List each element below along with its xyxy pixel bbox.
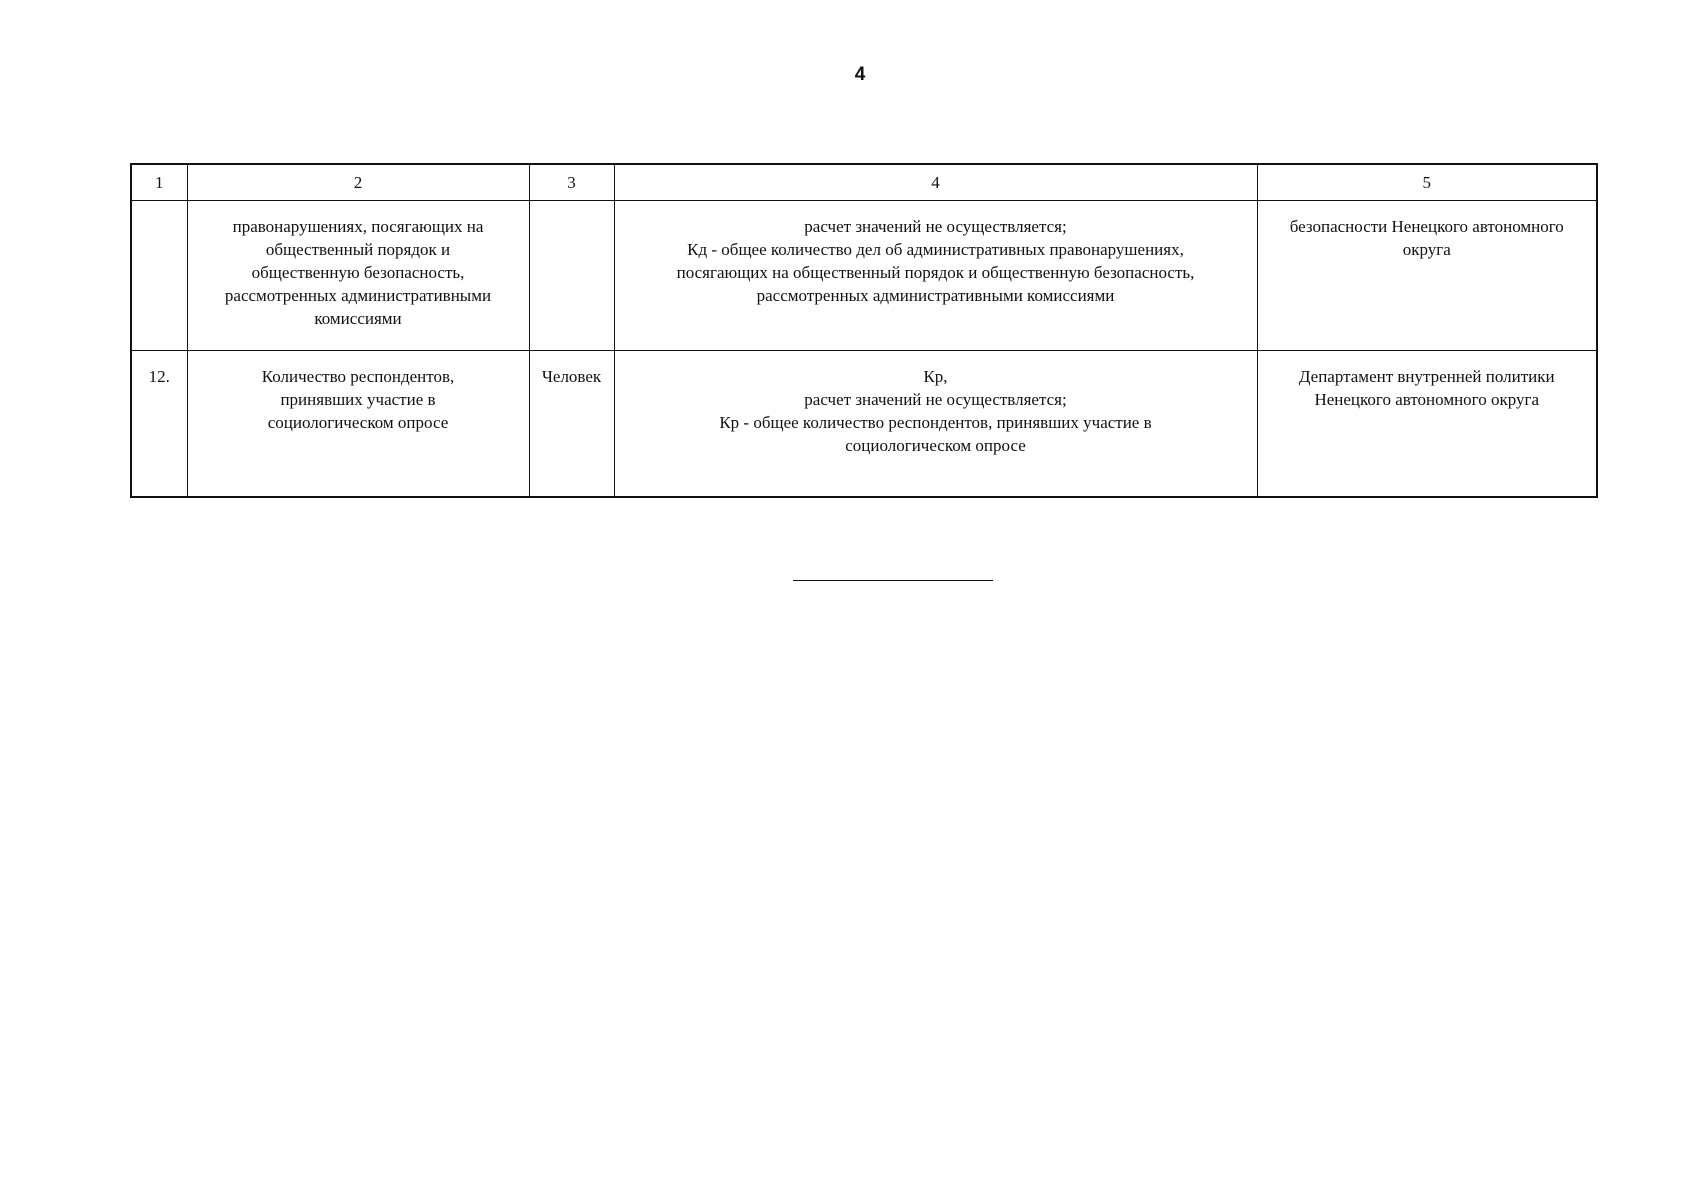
header-cell-4: 4	[614, 164, 1257, 201]
header-cell-5: 5	[1257, 164, 1597, 201]
row-number-cell	[131, 201, 187, 351]
responsible-body-cell: Департамент внутренней политики Ненецкого автономного округа	[1257, 351, 1597, 498]
unit-cell: Человек	[529, 351, 614, 498]
page-number: 4	[854, 64, 866, 85]
table-header-row	[131, 164, 1597, 201]
table-row	[131, 201, 1597, 351]
header-cell-2: 2	[187, 164, 529, 201]
row-number-cell: 12.	[131, 351, 187, 498]
indicator-name-cell: правонарушениях, посягающих на общественный порядок и общественную безопасность, рассмотренных административными комиссиями	[187, 201, 529, 351]
header-cell-1: 1	[131, 164, 187, 201]
unit-cell	[529, 201, 614, 351]
responsible-body-cell: безопасности Ненецкого автономного округа	[1257, 201, 1597, 351]
table-row	[131, 351, 1597, 498]
indicator-name-cell: Количество респондентов, принявших участие в социологическом опросе	[187, 351, 529, 498]
indicators-table	[130, 163, 1598, 498]
calculation-method-cell: расчет значений не осуществляется; Кд - общее количество дел об административных правонарушениях, посягающих на общественный порядок и общественную безопасность, рассмотренных административными комиссиями	[614, 201, 1257, 351]
end-of-document-rule	[793, 580, 993, 581]
header-cell-3: 3	[529, 164, 614, 201]
calculation-method-cell: Кр, расчет значений не осуществляется; Кр - общее количество респондентов, принявших участие в социологическом опросе	[614, 351, 1257, 498]
